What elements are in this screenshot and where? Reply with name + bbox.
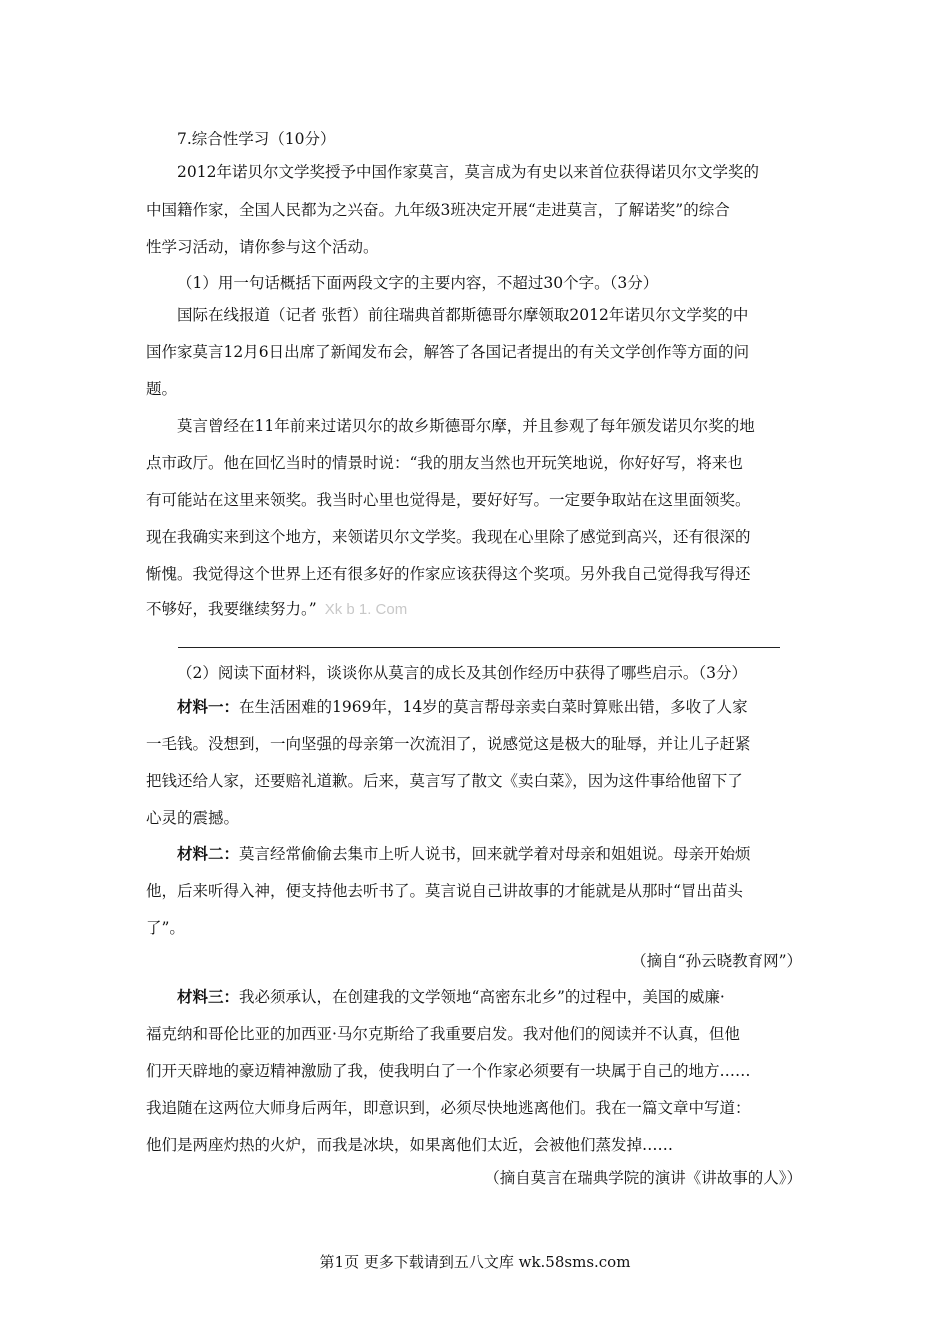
material-3-label: 材料三： [177, 987, 240, 1006]
part1-para1-line-3: 题。 [146, 380, 178, 398]
source-1: （摘自“孙云晓教育网”） [631, 952, 802, 970]
material-1-label: 材料一： [177, 697, 240, 716]
answer-line [178, 647, 780, 648]
source-2: （摘自莫言在瑞典学院的演讲《讲故事的人》） [484, 1169, 802, 1187]
intro-line-3: 性学习活动，请你参与这个活动。 [146, 238, 379, 256]
part1-para2-last-text: 不够好，我要继续努力。” [146, 600, 317, 618]
material-2-line-1 [177, 844, 751, 864]
material-3-text-1: 我必须承认，在创建我的文学领地“高密东北乡”的过程中，美国的威廉· [239, 988, 725, 1006]
intro-line-2: 中国籍作家，全国人民都为之兴奋。九年级3班决定开展“走进莫言，了解诺奖”的综合 [146, 201, 730, 219]
material-3-line-3: 们开天辟地的豪迈精神激励了我，使我明白了一个作家必须要有一块属于自己的地方…… [146, 1062, 751, 1080]
part1-para2-line-5: 惭愧。我觉得这个世界上还有很多好的作家应该获得这个奖项。另外我自己觉得我写得还 [146, 565, 751, 583]
material-1-line-2: 一毛钱。没想到，一向坚强的母亲第一次流泪了，说感觉这是极大的耻辱，并让儿子赶紧 [146, 735, 751, 753]
part1-para2-line-6 [146, 599, 407, 620]
watermark: Xk b 1. Com [324, 601, 408, 618]
material-1-line-3: 把钱还给人家，还要赔礼道歉。后来，莫言写了散文《卖白菜》，因为这件事给他留下了 [146, 772, 743, 790]
part1-para2-line-2: 点市政厅。他在回忆当时的情景时说：“我的朋友当然也开玩笑地说，你好好写，将来也 [146, 454, 743, 472]
question-heading: 7.综合性学习（10分） [177, 130, 336, 148]
material-1-text-1: 在生活困难的1969年，14岁的莫言帮母亲卖白菜时算账出错，多收了人家 [239, 698, 748, 716]
intro-line-1: 2012年诺贝尔文学奖授予中国作家莫言，莫言成为有史以来首位获得诺贝尔文学奖的 [177, 163, 759, 181]
part1-para2-line-4: 现在我确实来到这个地方，来领诺贝尔文学奖。我现在心里除了感觉到高兴，还有很深的 [146, 528, 751, 546]
part1-para2-line-3: 有可能站在这里来领奖。我当时心里也觉得是，要好好写。一定要争取站在这里面领奖。 [146, 491, 751, 509]
part1-para1-line-2: 国作家莫言12月6日出席了新闻发布会，解答了各国记者提出的有关文学创作等方面的问 [146, 343, 750, 361]
material-2-line-2: 他，后来听得入神，便支持他去听书了。莫言说自己讲故事的才能就是从那时“冒出苗头 [146, 882, 743, 900]
material-2-text-1: 莫言经常偷偷去集市上听人说书，回来就学着对母亲和姐姐说。母亲开始烦 [239, 845, 751, 863]
material-1-line-1 [177, 697, 748, 717]
material-3-line-5: 他们是两座灼热的火炉，而我是冰块，如果离他们太近，会被他们蒸发掉…… [146, 1136, 674, 1154]
part1-para2-line-1: 莫言曾经在11年前来过诺贝尔的故乡斯德哥尔摩，并且参观了每年颁发诺贝尔奖的地 [177, 417, 755, 435]
part1-para1-line-1: 国际在线报道（记者 张哲）前往瑞典首都斯德哥尔摩领取2012年诺贝尔文学奖的中 [177, 306, 749, 324]
material-1-line-4: 心灵的震撼。 [146, 809, 240, 827]
material-2-line-3: 了”。 [146, 919, 185, 937]
part2-prompt: （2）阅读下面材料，谈谈你从莫言的成长及其创作经历中获得了哪些启示。（3分） [177, 664, 747, 682]
material-3-line-4: 我追随在这两位大师身后两年，即意识到，必须尽快地逃离他们。我在一篇文章中写道： [146, 1099, 751, 1117]
material-3-line-1 [177, 987, 725, 1007]
page-footer: 第1页 更多下载请到五八文库 wk.58sms.com [319, 1253, 631, 1271]
part1-prompt: （1）用一句话概括下面两段文字的主要内容，不超过30个字。（3分） [177, 274, 659, 292]
material-2-label: 材料二： [177, 844, 240, 863]
material-3-line-2: 福克纳和哥伦比亚的加西亚·马尔克斯给了我重要启发。我对他们的阅读并不认真，但他 [146, 1025, 740, 1043]
